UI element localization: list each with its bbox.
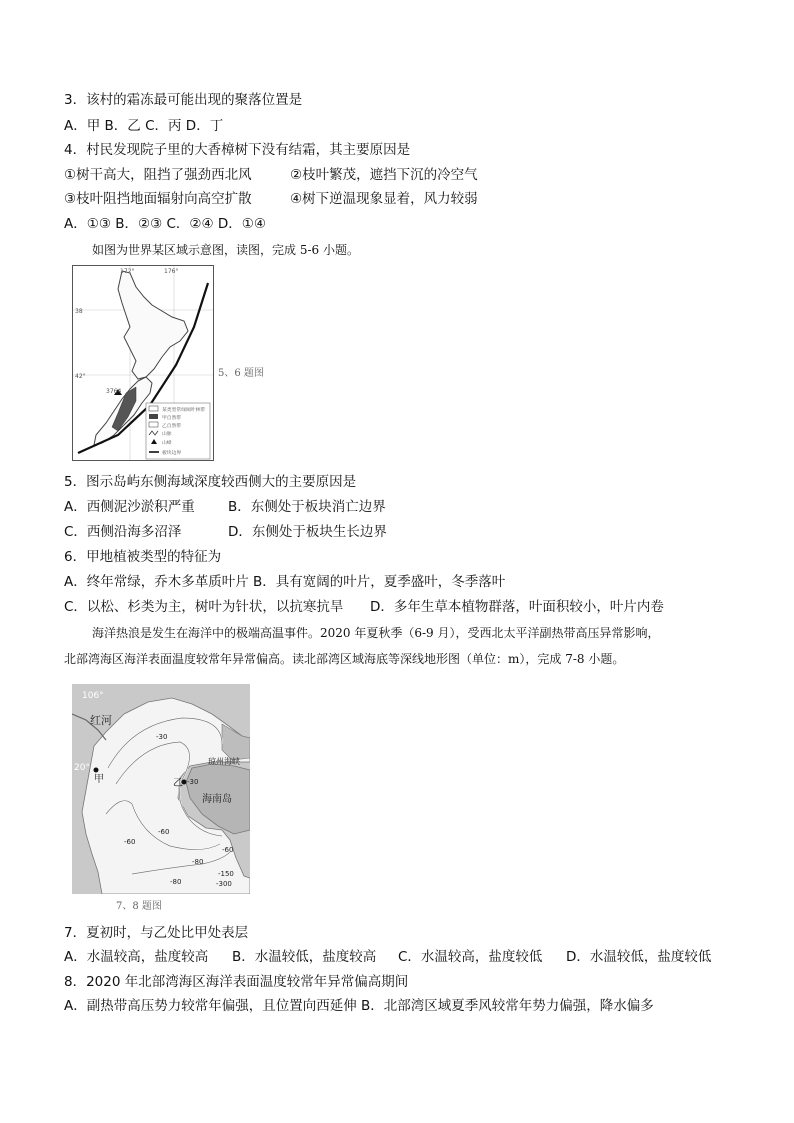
longitude-label: 172° (120, 268, 135, 275)
island-label: 海南岛 (202, 794, 232, 805)
q3-stem: 3．该村的霜冻最可能出现的聚落位置是 (64, 92, 303, 108)
figure-5-6-caption: 5、6 题图 (218, 368, 264, 379)
legend-item: 板块边界 (162, 451, 182, 456)
q4-statement-1: ①树干高大，阻挡了强劲西北风 (64, 167, 252, 183)
longitude-label: 106° (82, 691, 104, 701)
q4-statement-3: ③枝叶阻挡地面辐射向高空扩散 (64, 191, 252, 207)
q5-option-d: D．东侧处于板块生长边界 (228, 524, 387, 540)
legend-item: 山峰 (162, 441, 172, 446)
point-yi-label: 乙 (173, 778, 183, 789)
isobath-label: -60 (124, 838, 136, 846)
isobath-label: -60 (158, 828, 170, 836)
legend-item: 甲自然带 (162, 416, 182, 421)
q5-stem: 5．图示岛屿东侧海域深度较西侧大的主要原因是 (64, 474, 357, 490)
intro-5-6: 如图为世界某区域示意图，读图，完成 5-6 小题。 (92, 243, 359, 257)
q4-statement-4: ④树下逆温现象显着，风力较弱 (290, 191, 478, 207)
q6-stem: 6．甲地植被类型的特征为 (64, 549, 222, 565)
isobath-label: -60 (222, 846, 234, 854)
q7-stem: 7．夏初时，与乙处比甲处表层 (64, 925, 249, 941)
q7-option-a: A．水温较高，盐度较高 (64, 949, 209, 965)
latitude-label: 20° (74, 763, 90, 773)
isobath-label: -30 (187, 778, 199, 786)
q4-statement-2: ②枝叶繁茂，遮挡下沉的冷空气 (290, 167, 478, 183)
q6-option-d: D．多年生草本植物群落，叶面积较小，叶片内卷 (370, 599, 664, 615)
river-label: 红河 (90, 714, 112, 727)
isobath-label: -300 (216, 880, 232, 888)
q6-option-ab: A．终年常绿，乔木多革质叶片 B．具有宽阔的叶片，夏季盛叶，冬季落叶 (64, 574, 506, 590)
figure-7-8-map (72, 684, 250, 894)
isobath-label: -150 (218, 870, 234, 878)
legend-item: 山脉 (162, 432, 172, 437)
legend-item: 某类型常绿阔叶林带 (162, 408, 206, 413)
latitude-label: 38 (75, 308, 83, 315)
q5-option-a: A．西侧泥沙淤积严重 (64, 499, 195, 515)
q5-option-c: C．西侧沿海多沼泽 (64, 524, 182, 540)
legend-item: 乙自然带 (162, 424, 182, 429)
q8-option-ab: A．副热带高压势力较常年偏强，且位置向西延伸 B．北部湾区域夏季风较常年势力偏强，降水偏多 (64, 998, 654, 1014)
q7-option-c: C．水温较高，盐度较低 (398, 949, 543, 965)
latitude-label: 42° (75, 373, 86, 380)
q7-option-b: B．水温较低，盐度较高 (232, 949, 377, 965)
q8-stem: 8．2020 年北部湾海区海洋表面温度较常年异常偏高期间 (64, 974, 409, 990)
figure-7-8-caption: 7、8 题图 (116, 901, 162, 912)
q7-option-d: D．水温较低，盐度较低 (566, 949, 712, 965)
intro-7-8-line-1: 海洋热浪是发生在海洋中的极端高温事件。2020 年夏秋季（6-9 月），受西北太平洋副热带高压异常影响， (92, 626, 660, 640)
isobath-label: -80 (170, 878, 182, 886)
q6-option-c: C．以松、杉类为主，树叶为针状，以抗寒抗旱 (64, 599, 344, 615)
q5-option-b: B．东侧处于板块消亡边界 (228, 499, 386, 515)
strait-label: 琼州海峡 (208, 757, 240, 766)
isobath-label: -30 (156, 733, 168, 741)
q4-stem: 4．村民发现院子里的大香樟树下没有结霜，其主要原因是 (64, 142, 411, 158)
point-jia-label: 甲 (94, 774, 104, 785)
q4-options: A．①③ B．②③ C．②④ D．①④ (64, 216, 267, 232)
peak-elevation: 3764 (106, 388, 122, 395)
longitude-label: 176° (164, 268, 179, 275)
intro-7-8-line-2: 北部湾海区海洋表面温度较常年异常偏高。读北部湾区域海底等深线地形图（单位：m），完成 7-8 小题。 (64, 652, 625, 666)
isobath-label: -80 (192, 858, 204, 866)
q3-options: A．甲 B．乙 C．丙 D．丁 (64, 118, 224, 134)
figure-5-6-map (72, 265, 214, 461)
